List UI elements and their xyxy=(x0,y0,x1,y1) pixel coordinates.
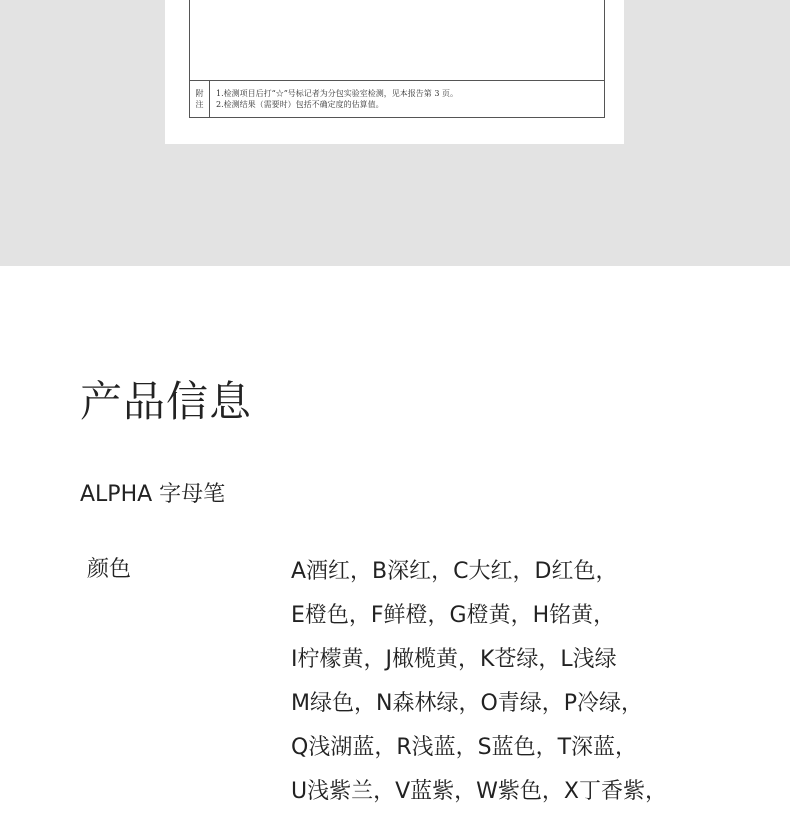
report-image-band xyxy=(0,0,790,266)
note-line: 1.检测项目后打“☆”号标记者为分包实验室检测，见本报告第 3 页。 xyxy=(216,89,458,98)
color-options-line: E橙色，F鲜橙，G橙黄，H铭黄， xyxy=(291,603,616,628)
color-options-line: M绿色，N森林绿，O青绿，P冷绿， xyxy=(291,691,644,716)
report-table xyxy=(189,0,605,118)
color-options-list xyxy=(291,550,771,814)
note-line: 2.检测结果（需要时）包括不确定度的估算值。 xyxy=(216,100,384,109)
notes-label xyxy=(190,81,210,118)
notes-row xyxy=(190,80,604,117)
color-options-line: U浅紫兰，V蓝紫，W紫色，X丁香紫， xyxy=(291,779,667,804)
color-attribute-label: 颜色 xyxy=(87,557,132,582)
notes-label-char: 附 xyxy=(195,89,204,98)
product-name: ALPHA 字母笔 xyxy=(80,482,226,507)
color-options-line: A酒红，B深红，C大红，D红色， xyxy=(291,559,618,584)
section-title: 产品信息 xyxy=(80,377,253,426)
color-options-line: I柠檬黄，J橄榄黄，K苍绿，L浅绿 xyxy=(291,647,617,672)
color-options-line: Q浅湖蓝，R浅蓝，S蓝色，T深蓝， xyxy=(291,735,638,760)
notes-text xyxy=(216,88,458,110)
notes-label-char: 注 xyxy=(195,100,204,109)
test-report-sheet xyxy=(165,0,624,144)
